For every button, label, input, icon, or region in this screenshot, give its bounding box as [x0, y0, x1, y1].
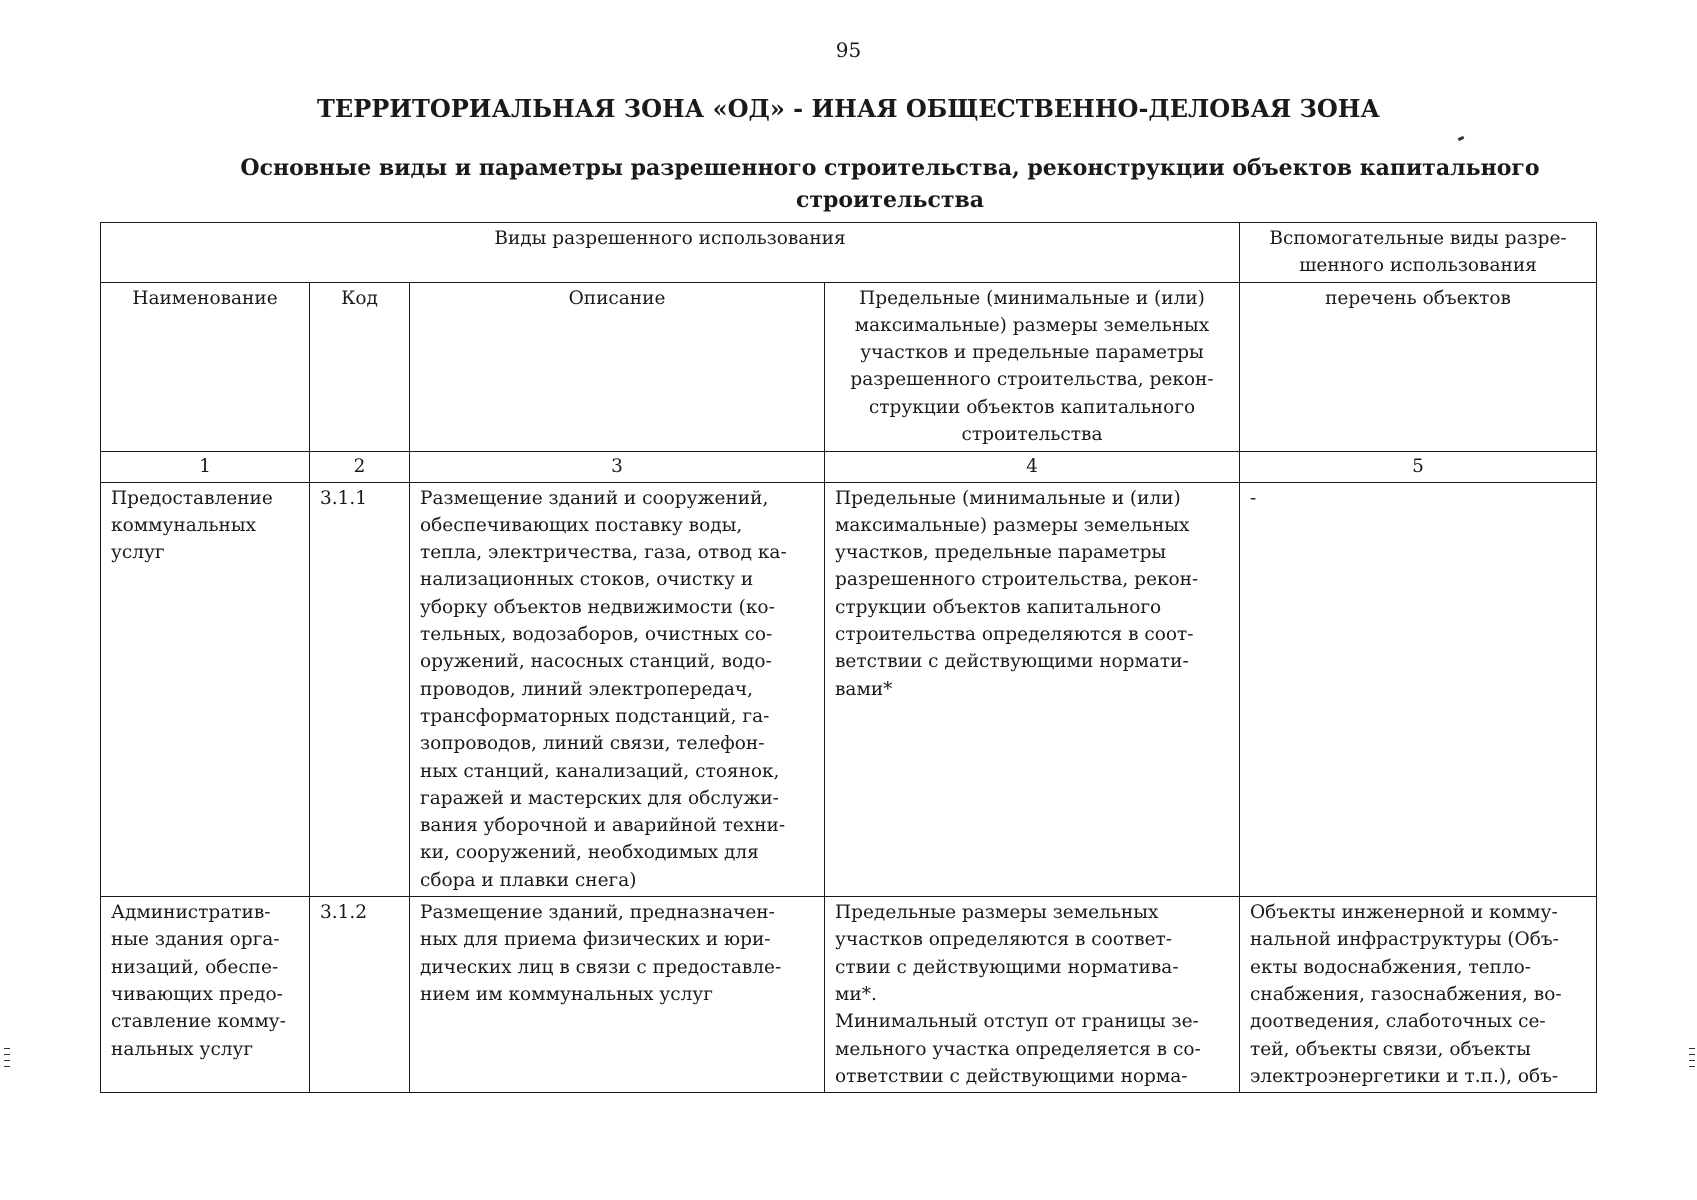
row-name: Предоставление коммунальных услуг: [101, 482, 310, 896]
binding-marks-left: [4, 1048, 10, 1072]
zone-title: ТЕРРИТОРИАЛЬНАЯ ЗОНА «ОД» - ИНАЯ ОБЩЕСТВЕННО-ДЕЛОВАЯ ЗОНА: [317, 94, 1380, 123]
group-header-auxiliary: Вспомогательные виды разре- шенного использования: [1240, 223, 1597, 283]
binding-marks-right: [1689, 1048, 1695, 1072]
section-subtitle: Основные виды и параметры разрешенного строительства, реконструкции объектов капитального строительства: [240, 155, 1540, 213]
row-parameters: Предельные размеры земельных участков определяются в соответ- ствии с действующими норматива- ми*. Минимальный отступ от границы зе- мельного участка определяется в со- ответствии с действующими норма-: [835, 902, 1201, 1087]
column-header-parameters: Предельные (минимальные и (или) максимальные) размеры земельных участков и предельные параметры разрешенного строительства, рекон- струкции объектов капитального строительства: [825, 282, 1240, 451]
column-number-4: 4: [825, 451, 1240, 482]
row-description: Размещение зданий, предназначен- ных для приема физических и юри- дических лиц в связи с предоставле- нием им коммунальных услуг: [420, 902, 782, 1005]
zoning-table: [100, 222, 1597, 1093]
row-auxiliary: Объекты инженерной и комму- нальной инфраструктуры (Объ- екты водоснабжения, тепло- снабжения, газоснабжения, во- доотведения, слаботочных се- тей, объекты связи, объекты электроэнергетики и т.п.), объ-: [1250, 902, 1562, 1087]
column-header-objects: перечень объектов: [1240, 282, 1597, 451]
column-number-1: 1: [101, 451, 310, 482]
column-header-name: Наименование: [101, 282, 310, 451]
row-description: Размещение зданий и сооружений, обеспечивающих поставку воды, тепла, электричества, газа, отвод ка- нализационных стоков, очистку и уборку объектов недвижимости (ко- тельных, водозаборов, очистных со- оружений, насосных станций, водо- проводов, линий электропередач, трансформаторных подстанций, га- зопроводов, линий связи, телефон- ных станций, канализаций, стоянок, гаражей и мастерских для обслужи- вания уборочной и аварийной техни- ки, сооружений, необходимых для сбора и плавки снега): [410, 482, 825, 896]
scan-mark: [1458, 136, 1465, 141]
table-row: [101, 482, 1597, 896]
row-name: Административ- ные здания орга- низаций, обеспе- чивающих предо- ставление комму- нальных услуг: [111, 902, 286, 1060]
column-number-5: 5: [1240, 451, 1597, 482]
table-row: [101, 897, 1597, 1093]
column-header-row: [101, 282, 1597, 451]
row-auxiliary: -: [1240, 482, 1597, 896]
column-number-row: [101, 451, 1597, 482]
page-number: 95: [835, 38, 862, 62]
column-number-2: 2: [310, 451, 410, 482]
row-code: 3.1.2: [320, 902, 368, 924]
row-parameters: Предельные (минимальные и (или) максимальные) размеры земельных участков, предельные параметры разрешенного строительства, рекон- струкции объектов капитального строительства определяются в соот- ветствии с действующими нормати- вами*: [825, 482, 1240, 896]
group-header-main: Виды разрешенного использования: [101, 223, 1240, 283]
column-header-description: Описание: [410, 282, 825, 451]
column-header-code: Код: [310, 282, 410, 451]
group-header-row: [101, 223, 1597, 283]
column-number-3: 3: [410, 451, 825, 482]
row-code: 3.1.1: [310, 482, 410, 896]
